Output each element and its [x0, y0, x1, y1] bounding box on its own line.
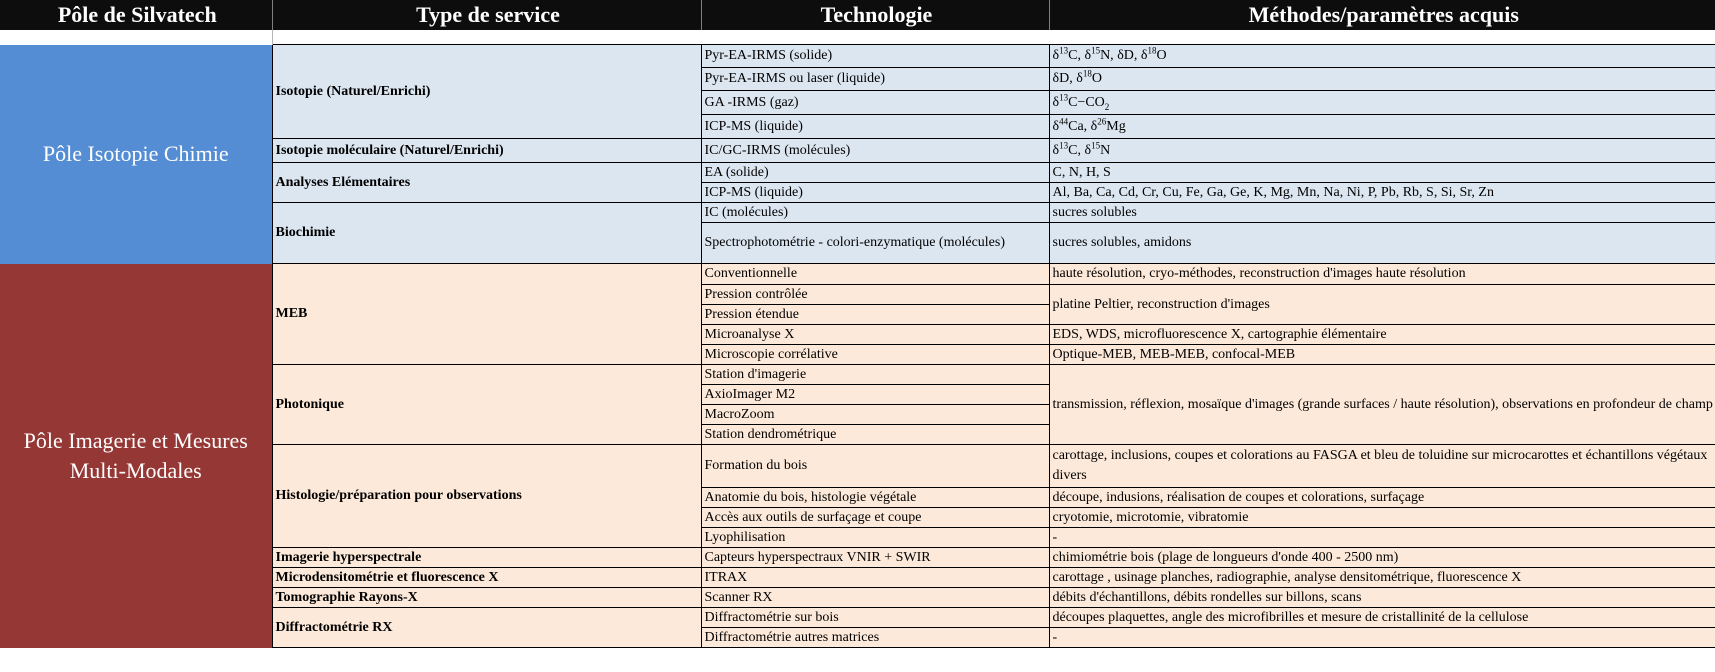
service-meb: MEB	[272, 264, 701, 365]
tech-macrozoom: MacroZoom	[701, 405, 1049, 425]
method-transmission: transmission, réflexion, mosaïque d'images (grande surfaces / haute résolution), observations en profondeur de champ	[1049, 365, 1715, 445]
tech-lyophilisation: Lyophilisation	[701, 528, 1049, 548]
tech-microscopie-correlative: Microscopie corrélative	[701, 345, 1049, 365]
method-debits: débits d'échantillons, débits rondelles sur billons, scans	[1049, 588, 1715, 608]
method-isotope-1: $\delta^{13}C$, $\delta^{15}N$, δD, $\delta^{18}O$	[1049, 45, 1715, 68]
method-isotope-4: $\delta^{44}Ca$, $\delta^{26}Mg$	[1049, 115, 1715, 139]
tech-ic-gc: IC/GC-IRMS (molécules)	[701, 139, 1049, 163]
table-row	[0, 264, 1715, 285]
method-isotope-3: $\delta^{13}C-CO_2$	[1049, 91, 1715, 115]
header-row	[0, 0, 1715, 30]
method-carottage-2: carottage , usinage planches, radiographie, analyse densitométrique, fluorescence X	[1049, 568, 1715, 588]
service-microdensitometrie: Microdensitométrie et fluorescence X	[272, 568, 701, 588]
pole-chimie-group	[0, 45, 1715, 264]
tech-anatomie: Anatomie du bois, histologie végétale	[701, 488, 1049, 508]
method-sucres-amidons: sucres solubles, amidons	[1049, 223, 1715, 264]
tech-spectro: Spectrophotométrie - colori-enzymatique (molécules)	[701, 223, 1049, 264]
service-histologie: Histologie/préparation pour observations	[272, 445, 701, 548]
tech-scanner: Scanner RX	[701, 588, 1049, 608]
tech-icpms-elem: ICP-MS (liquide)	[701, 183, 1049, 203]
method-chimiometrie: chimiométrie bois (plage de longueurs d'onde 400 - 2500 nm)	[1049, 548, 1715, 568]
service-isotopie: Isotopie (Naturel/Enrichi)	[272, 45, 701, 139]
method-dash-1: -	[1049, 528, 1715, 548]
spacer-row	[0, 30, 1715, 45]
service-photonique: Photonique	[272, 365, 701, 445]
service-diffractometrie: Diffractométrie RX	[272, 608, 701, 648]
header-methods: Méthodes/paramètres acquis	[1049, 0, 1715, 30]
method-eds: EDS, WDS, microfluorescence X, cartographie élémentaire	[1049, 325, 1715, 345]
tech-station-dendrometrique: Station dendrométrique	[701, 425, 1049, 445]
method-optique: Optique-MEB, MEB-MEB, confocal-MEB	[1049, 345, 1715, 365]
method-peltier: platine Peltier, reconstruction d'images	[1049, 285, 1715, 325]
header-service: Type de service	[272, 0, 701, 30]
tech-icpms-isotope: ICP-MS (liquide)	[701, 115, 1049, 139]
method-isotope-2: δD, $\delta^{18}O$	[1049, 68, 1715, 91]
tech-pression-controlee: Pression contrôlée	[701, 285, 1049, 305]
tech-pression-etendue: Pression étendue	[701, 305, 1049, 325]
header-pole: Pôle de Silvatech	[0, 0, 272, 30]
header-technology: Technologie	[701, 0, 1049, 30]
tech-station-imagerie: Station d'imagerie	[701, 365, 1049, 385]
service-tomographie: Tomographie Rayons-X	[272, 588, 701, 608]
tech-axioimager: AxioImager M2	[701, 385, 1049, 405]
method-sucres: sucres solubles	[1049, 203, 1715, 223]
tech-ea-solide: EA (solide)	[701, 163, 1049, 183]
method-carottage: carottage, inclusions, coupes et colorations au FASGA et bleu de toluidine sur microcarottes et échantillons végétaux divers	[1049, 445, 1715, 488]
table-row	[0, 45, 1715, 68]
pole-imagerie-cell: Pôle Imagerie et Mesures Multi-Modales	[0, 264, 272, 648]
method-cryotomie: cryotomie, microtomie, vibratomie	[1049, 508, 1715, 528]
tech-itrax: ITRAX	[701, 568, 1049, 588]
method-isotope-mol: $\delta^{13}C$, $\delta^{15}N$	[1049, 139, 1715, 163]
tech-conventionnelle: Conventionnelle	[701, 264, 1049, 285]
tech-formation-bois: Formation du bois	[701, 445, 1049, 488]
service-analyses: Analyses Elémentaires	[272, 163, 701, 203]
pole-chimie-cell: Pôle Isotopie Chimie	[0, 45, 272, 264]
service-biochimie: Biochimie	[272, 203, 701, 264]
method-cnhs: C, N, H, S	[1049, 163, 1715, 183]
method-dash-2: -	[1049, 628, 1715, 648]
method-elements: Al, Ba, Ca, Cd, Cr, Cu, Fe, Ga, Ge, K, Mg, Mn, Na, Ni, P, Pb, Rb, S, Si, Sr, Zn	[1049, 183, 1715, 203]
method-decoupes-plaquettes: découpes plaquettes, angle des microfibrilles et mesure de cristallinité de la cellulose	[1049, 608, 1715, 628]
pole-imagerie-group	[0, 264, 1715, 648]
method-haute-resolution: haute résolution, cryo-méthodes, reconstruction d'images haute résolution	[1049, 264, 1715, 285]
tech-pyr-ea: Pyr-EA-IRMS (solide)	[701, 45, 1049, 68]
tech-diffracto-autres: Diffractométrie autres matrices	[701, 628, 1049, 648]
tech-ic-molecules: IC (molécules)	[701, 203, 1049, 223]
method-decoupe: découpe, indusions, réalisation de coupes et colorations, surfaçage	[1049, 488, 1715, 508]
tech-microanalyse: Microanalyse X	[701, 325, 1049, 345]
tech-ga-irms: GA -IRMS (gaz)	[701, 91, 1049, 115]
tech-acces-outils: Accès aux outils de surfaçage et coupe	[701, 508, 1049, 528]
service-hyperspectrale: Imagerie hyperspectrale	[272, 548, 701, 568]
tech-capteurs: Capteurs hyperspectraux VNIR + SWIR	[701, 548, 1049, 568]
tech-pyr-laser: Pyr-EA-IRMS ou laser (liquide)	[701, 68, 1049, 91]
tech-diffracto-bois: Diffractométrie sur bois	[701, 608, 1049, 628]
service-isotopie-moleculaire: Isotopie moléculaire (Naturel/Enrichi)	[272, 139, 701, 163]
